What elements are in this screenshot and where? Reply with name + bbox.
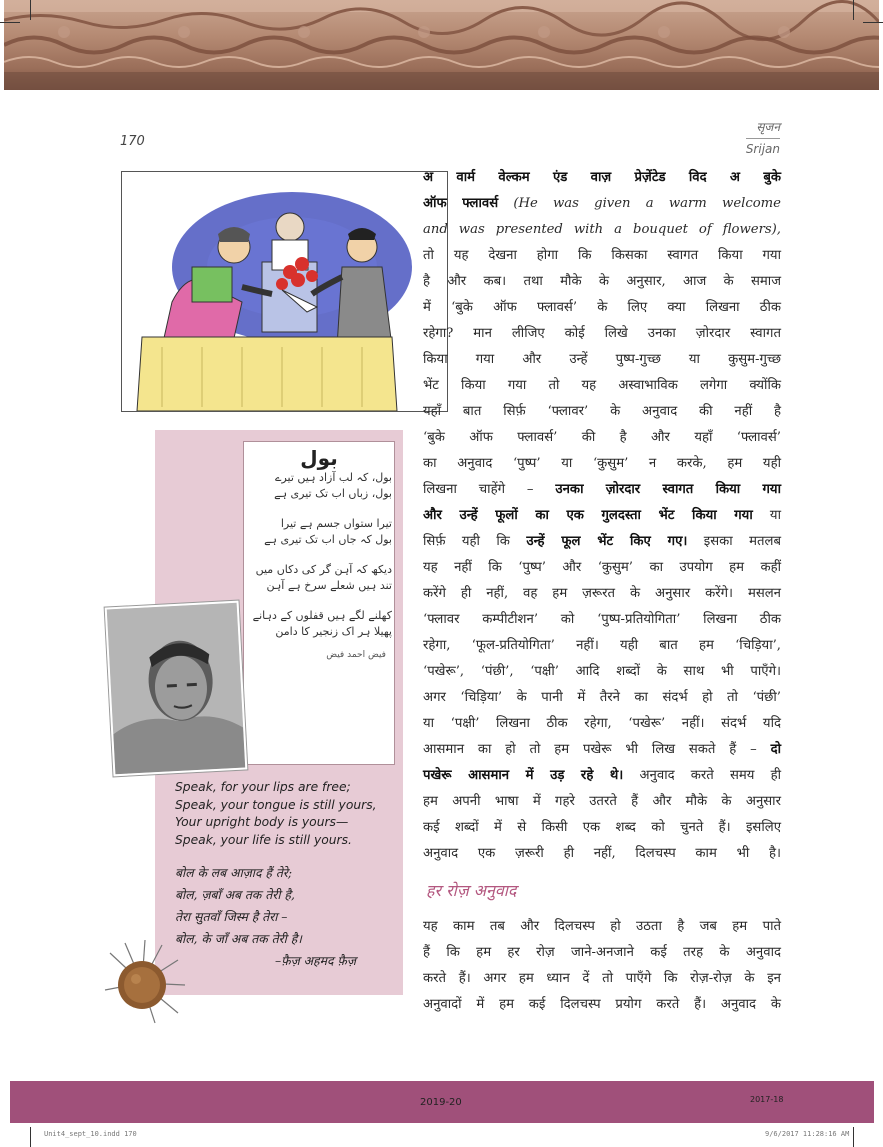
text-run: ‘पखेरू’, ‘पंछी’, ‘पक्षी’ आदि शब्दों के साथ भी पाएँगे। [423, 664, 781, 679]
bold-text: अ वार्म वेल्कम एंड वाज़ प्रेज़ेंटेड विद अ बुके [423, 170, 781, 185]
english-poem-line: Speak, for your lips are free; [175, 780, 351, 794]
bold-text: उन्हें फूल भेंट किए गए। [526, 534, 688, 549]
crop-mark [0, 22, 20, 23]
page-number: 170 [120, 134, 145, 149]
urdu-poem-line: بول کہ جاں اب تک تیری ہے [264, 533, 392, 546]
italic-text: and was presented with a bouquet of flowers), [423, 222, 781, 237]
urdu-poem-box [243, 441, 395, 765]
body-line [423, 321, 781, 347]
footer-year: 2019-20 [420, 1097, 462, 1108]
body-line [423, 373, 781, 399]
body-line [423, 633, 781, 659]
text-run: लिखना चाहेंगे – [423, 482, 556, 497]
body-line [423, 347, 781, 373]
text-run: रहेगा, ‘फूल-प्रतियोगिता’ नहीं। यही बात हम ‘चिड़िया’, [423, 638, 781, 653]
body-line [423, 841, 781, 867]
bold-text: ऑफ फ्लावर्स [423, 196, 499, 211]
body-line [423, 529, 781, 555]
body-paragraph-continued [423, 451, 781, 867]
english-poem-line: Speak, your tongue is still yours, [175, 797, 377, 812]
text-run: हम अपनी भाषा में गहरे उतरते हैं और मौके के अनुसार [423, 794, 781, 809]
bold-text: दो [770, 742, 781, 757]
book-title-hindi: सृजन [746, 118, 780, 139]
body-line [423, 191, 781, 217]
print-slug-right: 9/6/2017 11:28:16 AM [765, 1130, 850, 1138]
section-line: करते हैं। अगर हम ध्यान दें तो पाएँगे कि रोज़-रोज़ के इन [423, 971, 781, 986]
english-poem-line: Your upright body is yours— [175, 815, 349, 829]
text-run: आसमान का हो तो हम पखेरू भी लिख सकते हैं – [423, 742, 771, 757]
crop-mark [30, 0, 31, 20]
text-run: है और कब। तथा मौके के अनुसार, आज के समाज [423, 274, 781, 289]
text-run: अनुवाद करते समय ही [623, 768, 781, 783]
body-line [423, 399, 781, 425]
text-run: में ‘बुके ऑफ फ्लावर्स’ के लिए क्या लिखना ठीक [423, 300, 781, 315]
text-run: अगर ‘चिड़िया’ के पानी में तैरने का संदर्भ हो तो ‘पंछी’ [423, 690, 781, 705]
text-run: तो यह देखना होगा कि किसका स्वागत किया गया [423, 248, 781, 263]
body-paragraph [423, 165, 781, 451]
urdu-poem-title: بول [300, 446, 338, 470]
body-line [423, 737, 781, 763]
italic-text: (He was given a warm welcome [498, 196, 781, 211]
bold-text: उनका ज़ोरदार स्वागत किया गया [555, 482, 781, 497]
print-slug-left: Unit4_sept_10.indd 170 [44, 1130, 137, 1138]
urdu-poem-line: کھلنے لگے ہیں قفلوں کے دہانے [252, 609, 392, 622]
crop-mark [863, 22, 883, 23]
text-run: ‘बुके ऑफ फ्लावर्स’ की है और यहाँ ‘फ्लावर्स’ [423, 430, 781, 445]
text-run: या [752, 508, 781, 523]
body-line [423, 477, 781, 503]
urdu-poem-line: بول، کہ لب آزاد ہیں تیرے [275, 471, 392, 484]
body-line [423, 555, 781, 581]
body-line [423, 295, 781, 321]
hindi-poem-line: तेरा सुतवाँ जिस्म है तेरा – [175, 910, 288, 924]
text-run: या ‘पक्षी’ लिखना ठीक रहेगा, ‘पखेरू’ नहीं। संदर्भ यदि [423, 716, 781, 731]
hindi-poem-signature: –फ़ैज़ अहमद फ़ैज़ [275, 954, 356, 968]
body-line [423, 763, 781, 789]
hindi-poem-line: बोल, के जाँ अब तक तेरी है। [175, 932, 302, 946]
body-line [423, 451, 781, 477]
section-heading: हर रोज़ अनुवाद [426, 881, 517, 900]
body-line [423, 789, 781, 815]
text-run: का अनुवाद ‘पुष्प’ या ‘कुसुम’ न करके, हम यही [423, 456, 781, 471]
body-line [423, 269, 781, 295]
bold-text: पखेरू आसमान में उड़ रहे थे। [423, 768, 624, 783]
page-footer [10, 1081, 874, 1123]
urdu-poem-line: دیکھ کہ آہن گر کی دکاں میں [255, 563, 392, 576]
body-line [423, 815, 781, 841]
urdu-poem-line: پھیلا ہر اک زنجیر کا دامن [275, 625, 392, 638]
text-run: इसका मतलब [687, 534, 781, 549]
body-line [423, 607, 781, 633]
section-paragraph [423, 914, 781, 1018]
decorative-medallion [100, 935, 200, 1025]
hindi-poem [175, 862, 356, 972]
text-run: यह नहीं कि ‘पुष्प’ और ‘कुसुम’ का उपयोग हम कहीं [423, 560, 781, 575]
carved-stone-banner [4, 0, 879, 90]
urdu-poem-line: بول، زباں اب تک تیری ہے [274, 487, 392, 500]
section-line: अनुवादों में हम कई दिलचस्प प्रयोग करते हैं। अनुवाद के [423, 997, 781, 1012]
hindi-poem-line: बोल के लब आज़ाद हैं तेरे; [175, 866, 293, 880]
english-poem [175, 779, 377, 849]
english-poem-line: Speak, your life is still yours. [175, 832, 352, 847]
urdu-poem-line: تند ہیں شعلے سرخ ہے آہن [266, 579, 392, 592]
body-line [423, 425, 781, 451]
book-title [746, 118, 780, 156]
text-run: ‘फ्लावर कम्पीटीशन’ को ‘पुष्प-प्रतियोगिता’ लिखना ठीक [423, 612, 781, 627]
body-line [423, 165, 781, 191]
bold-text: और उन्हें फूलों का एक गुलदस्ता भेंट किया गया [423, 508, 753, 523]
text-run: यहाँ बात सिर्फ़ ‘फ्लावर’ के अनुवाद की नहीं है [423, 404, 781, 419]
crop-mark [30, 1127, 31, 1147]
crop-mark [853, 1127, 854, 1147]
body-line [423, 685, 781, 711]
poet-portrait-photo [105, 601, 248, 777]
crop-mark [853, 0, 854, 20]
text-run: भेंट किया गया तो यह अस्वाभाविक लगेगा क्योंकि [423, 378, 781, 393]
book-title-english: Srijan [745, 142, 780, 156]
urdu-poem-line: تیرا ستواں جسم ہے تیرا [280, 517, 392, 530]
body-line [423, 503, 781, 529]
section-line: यह काम तब और दिलचस्प हो उठता है जब हम पाते [423, 919, 781, 934]
body-line [423, 581, 781, 607]
body-line [423, 659, 781, 685]
section-line: हैं कि हम हर रोज़ जाने-अनजाने कई तरह के अनुवाद [423, 945, 781, 960]
body-line [423, 711, 781, 737]
body-line [423, 243, 781, 269]
text-run: रहेगा? मान लीजिए कोई लिखे उनका ज़ोरदार स्वागत [423, 326, 781, 341]
text-run: अनुवाद एक ज़रूरी ही नहीं, दिलचस्प काम भी है। [423, 846, 781, 861]
text-run: करेंगे ही नहीं, वह हम ज़रूरत के अनुसार करेंगे। मसलन [423, 586, 781, 601]
text-run: सिर्फ़ यही कि [423, 534, 527, 549]
text-run: किया गया और उन्हें पुष्प-गुच्छ या कुसुम-गुच्छ [423, 352, 781, 367]
body-line [423, 217, 781, 243]
bouquet-cartoon-illustration [121, 171, 448, 412]
text-run: कई शब्दों में से किसी एक शब्द को चुनते हैं। इसलिए [423, 820, 781, 835]
footer-year-old: 2017-18 [750, 1095, 784, 1104]
hindi-poem-line: बोल, ज़बाँ अब तक तेरी है, [175, 888, 295, 902]
urdu-poem-signature: فیض احمد فیض [326, 650, 386, 660]
